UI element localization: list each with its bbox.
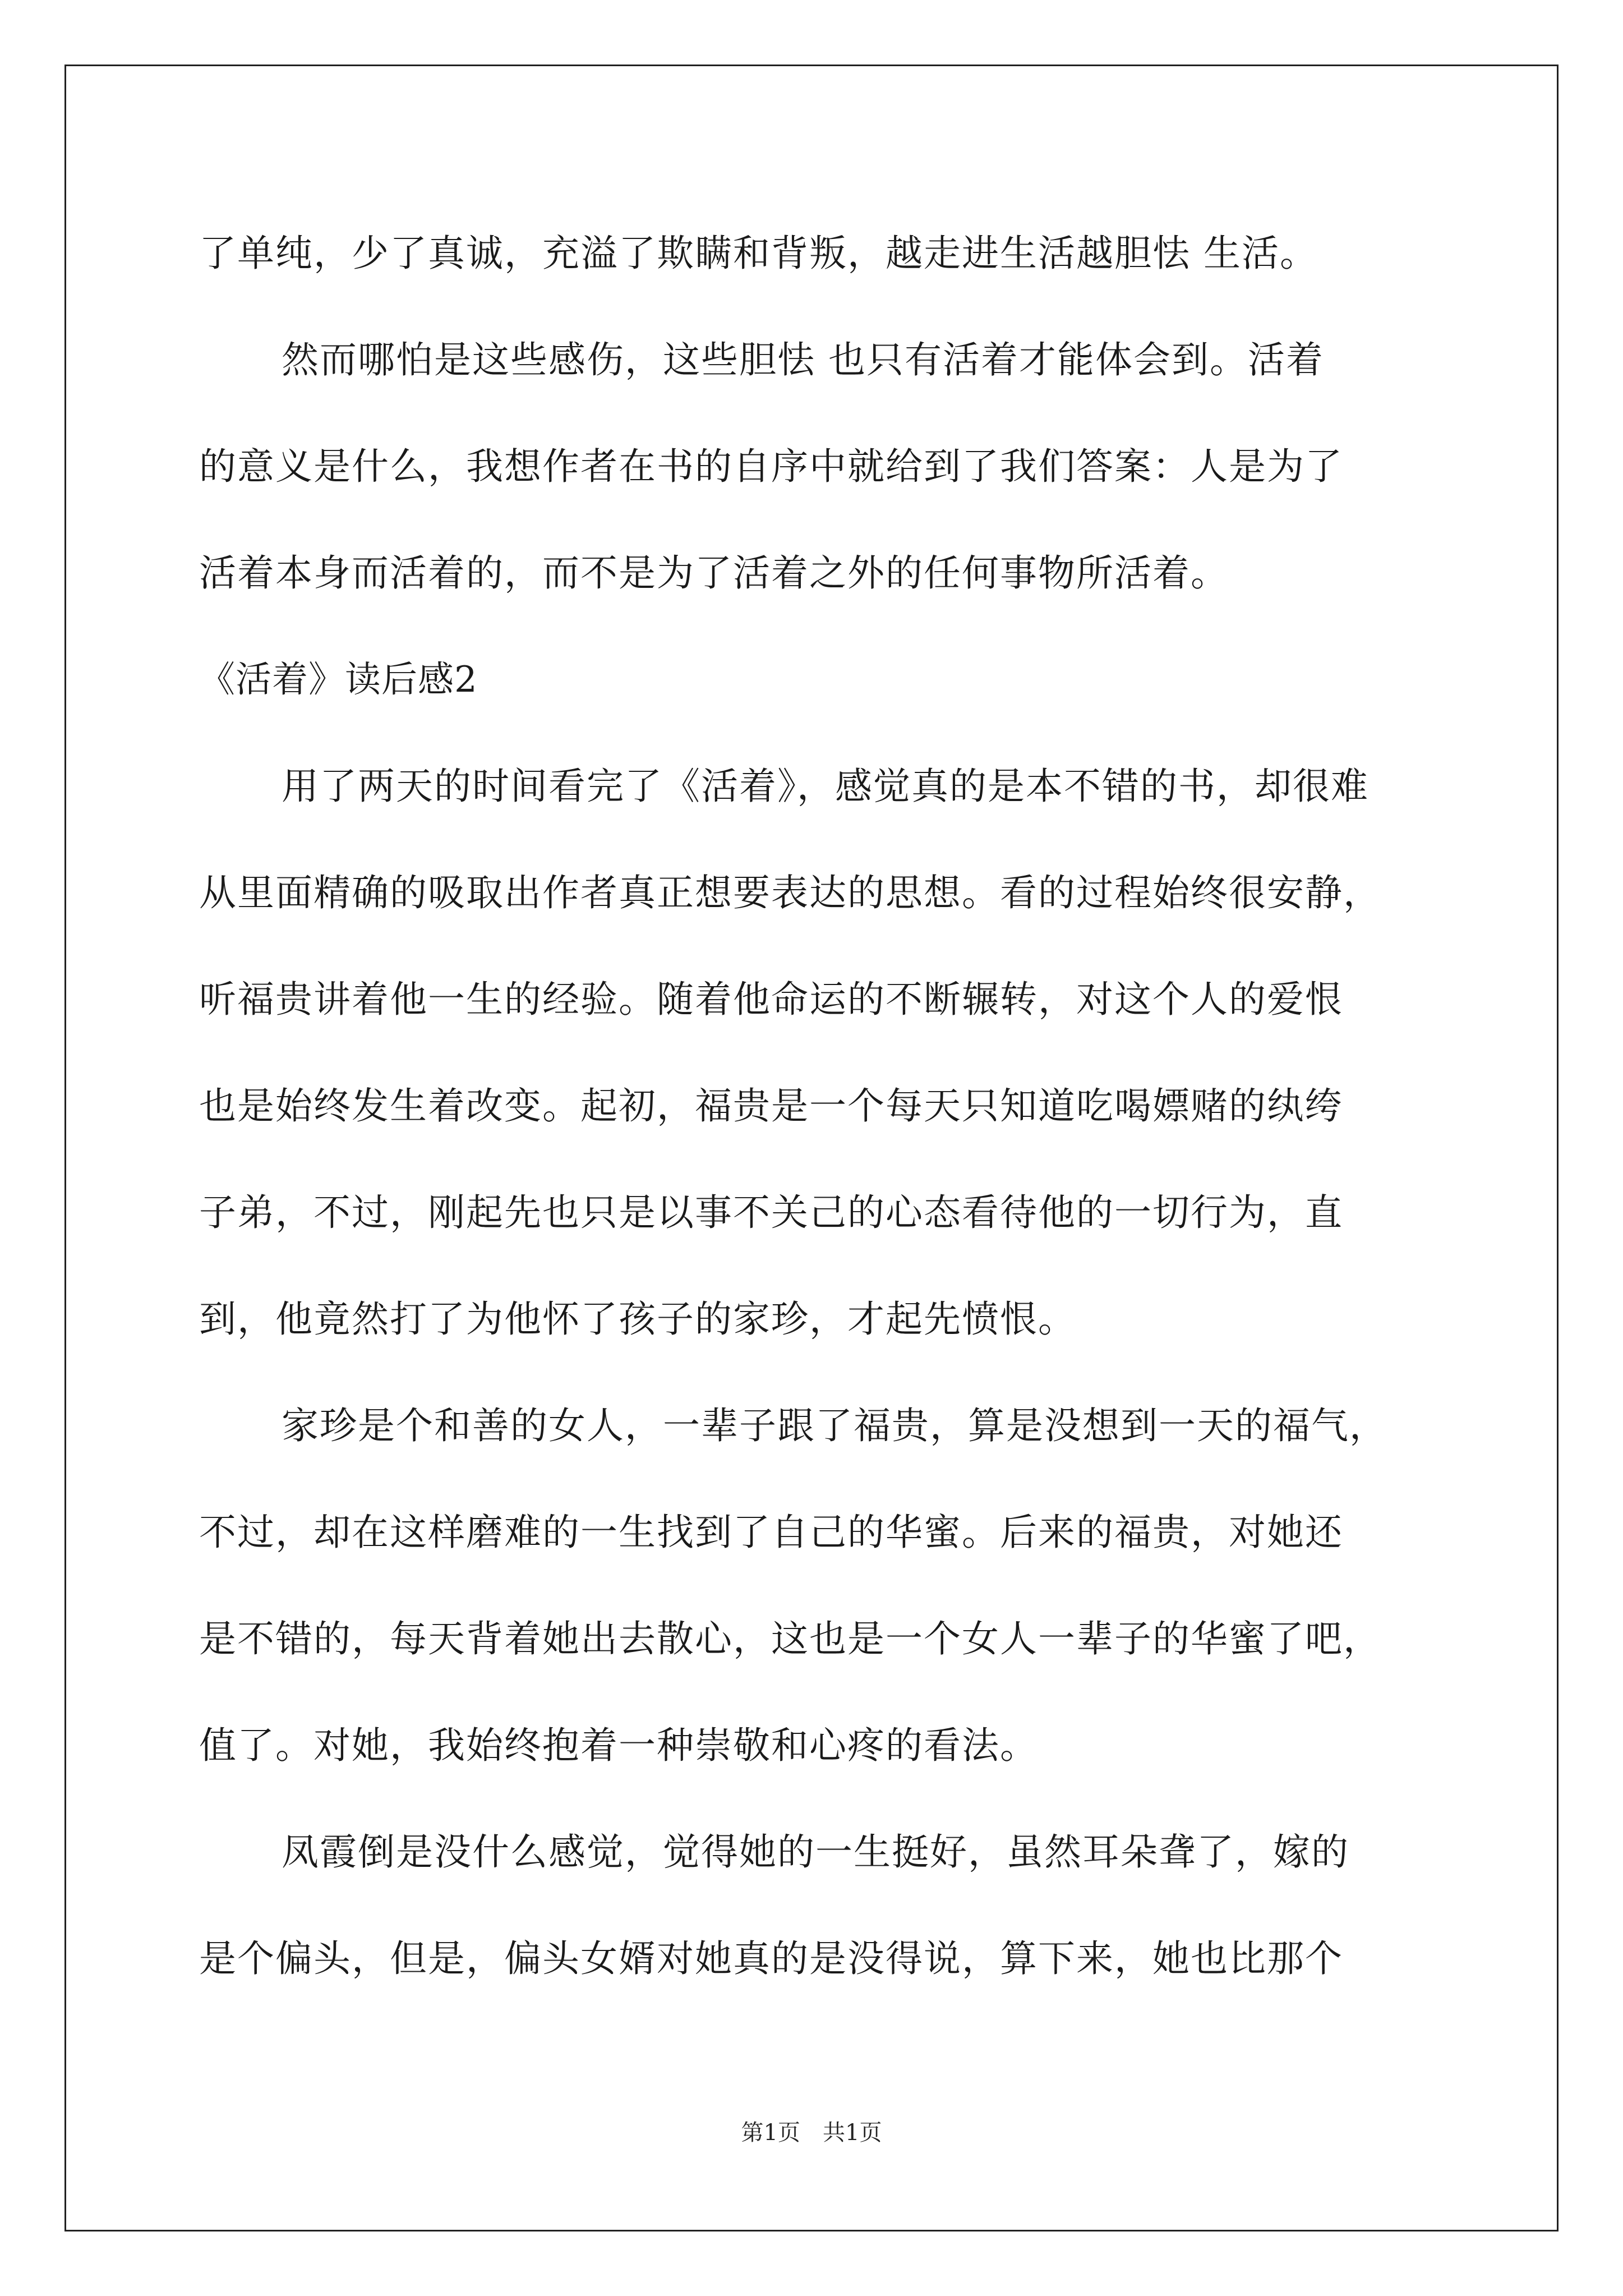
paragraph-start-line: 用了两天的时间看完了《活着》，感觉真的是本不错的书，却很难 [282, 765, 1369, 808]
text-line: 也是始终发生着改变。起初，福贵是一个每天只知道吃喝嫖赌的纨绔 [199, 1084, 1343, 1128]
section-heading: 《活着》读后感2 [199, 659, 478, 701]
text-line: 了单纯，少了真诚，充溢了欺瞒和背叛，越走进生活越胆怯 生活。 [199, 232, 1318, 275]
text-line: 子弟，不过，刚起先也只是以事不关己的心态看待他的一切行为，直 [199, 1191, 1343, 1234]
paragraph-start-line: 凤霞倒是没什么感觉，觉得她的一生挺好，虽然耳朵聋了，嫁的 [282, 1830, 1349, 1874]
text-line: 不过，却在这样磨难的一生找到了自己的华蜜。后来的福贵，对她还 [199, 1511, 1343, 1554]
page-border [64, 65, 1559, 2231]
text-line: 听福贵讲着他一生的经验。随着他命运的不断辗转，对这个人的爱恨 [199, 978, 1343, 1021]
text-line: 活着本身而活着的，而不是为了活着之外的任何事物所活着。 [199, 551, 1229, 595]
text-line: 的意义是什么，我想作者在书的自序中就给到了我们答案：人是为了 [199, 445, 1343, 488]
text-line: 值了。对她，我始终抱着一种崇敬和心疼的看法。 [199, 1724, 1038, 1767]
text-line: 是个偏头，但是，偏头女婿对她真的是没得说，算下来，她也比那个 [199, 1937, 1343, 1980]
text-line: 到，他竟然打了为他怀了孩子的家珍，才起先愤恨。 [199, 1297, 1076, 1341]
text-line: 是不错的，每天背着她出去散心，这也是一个女人一辈子的华蜜了吧， [199, 1617, 1381, 1660]
paragraph-start-line: 家珍是个和善的女人，一辈子跟了福贵，算是没想到一天的福气， [282, 1404, 1387, 1447]
paragraph-start-line: 然而哪怕是这些感伤，这些胆怯 也只有活着才能体会到。活着 [282, 338, 1324, 381]
text-line: 从里面精确的吸取出作者真正想要表达的思想。看的过程始终很安静， [199, 871, 1381, 914]
page-number-footer: 第1页 共1页 [741, 2120, 882, 2146]
